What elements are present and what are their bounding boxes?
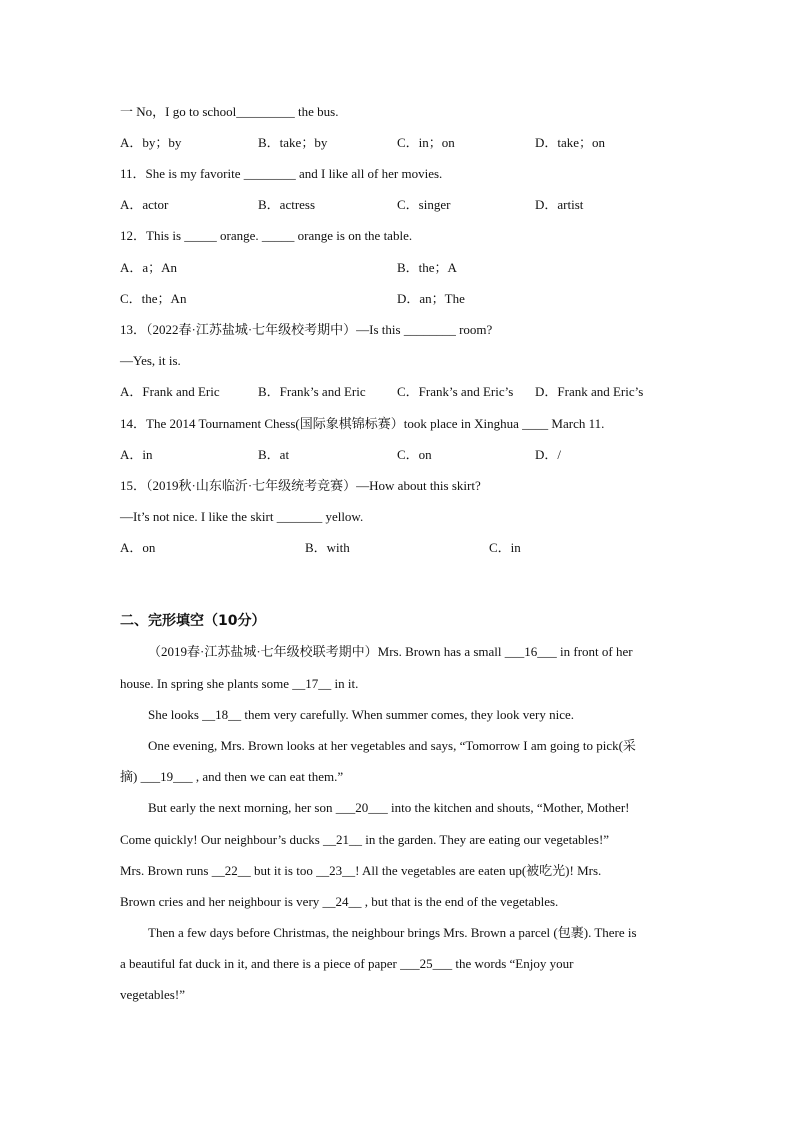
q15-option-c: C．in [489,540,521,555]
cloze-line-9: Brown cries and her neighbour is very __24__ , but that is the end of the vegetables. [120,894,559,909]
q15-option-a: A．on [120,540,156,555]
q12-option-b: B．the；A [397,260,457,275]
cloze-line-4: One evening, Mrs. Brown looks at her vegetables and says, “Tomorrow I am going to pick(采 [148,738,636,753]
q11-option-d: D．artist [535,197,584,212]
q10-option-d: D．take；on [535,135,606,150]
cloze-line-2: house. In spring she plants some __17__ in it. [120,676,359,691]
q14-option-c: C．on [397,447,432,462]
q11-option-c: C．singer [397,197,451,212]
q14-option-d: D．/ [535,447,562,462]
cloze-line-1: （2019春·江苏盐城·七年级校联考期中）Mrs. Brown has a small ___16___ in front of her [148,644,633,659]
q12-stem: 12．This is _____ orange. _____ orange is on the table. [120,228,413,243]
q15-stem: 15．（2019秋·山东临沂·七年级统考竞赛）—How about this skirt? [120,478,481,493]
section-heading-cloze: 二、完形填空（10分） [120,613,266,629]
q13-stem: 13．（2022春·江苏盐城·七年级校考期中）—Is this ________ room? [120,322,493,337]
q13-option-d: D．Frank and Eric’s [535,384,644,399]
cloze-line-11: a beautiful fat duck in it, and there is a piece of paper ___25___ the words “Enjoy your [120,956,574,971]
cloze-line-8: Mrs. Brown runs __22__ but it is too __23__! All the vegetables are eaten up(被吃光)! Mrs. [120,863,602,878]
q10-option-b: B．take；by [258,135,328,150]
q11-option-b: B．actress [258,197,316,212]
q13-option-a: A．Frank and Eric [120,384,220,399]
q10-option-c: C．in；on [397,135,455,150]
q15-reply: —It’s not nice. I like the skirt _______ yellow. [120,509,364,524]
q14-stem: 14．The 2014 Tournament Chess(国际象棋锦标赛）took place in Xinghua ____ March 11. [120,416,605,431]
q11-stem: 11．She is my favorite ________ and I like all of her movies. [120,166,443,181]
q11-option-a: A．actor [120,197,169,212]
q12-option-d: D．an；The [397,291,465,306]
cloze-line-10: Then a few days before Christmas, the neighbour brings Mrs. Brown a parcel (包裹). There is [148,925,637,940]
q10-answer-line: 一 No，I go to school_________ the bus. [120,104,339,119]
q14-option-a: A．in [120,447,153,462]
q13-option-b: B．Frank’s and Eric [258,384,366,399]
q12-option-a: A．a；An [120,260,178,275]
q13-option-c: C．Frank’s and Eric’s [397,384,514,399]
q12-option-c: C．the；An [120,291,187,306]
cloze-line-7: Come quickly! Our neighbour’s ducks __21__ in the garden. They are eating our vegetables!” [120,832,610,847]
cloze-line-5: 摘) ___19___ , and then we can eat them.” [120,769,344,784]
q15-option-b: B．with [305,540,350,555]
cloze-line-6: But early the next morning, her son ___20___ into the kitchen and shouts, “Mother, Mother! [148,800,630,815]
q13-reply: —Yes, it is. [120,353,181,368]
q14-option-b: B．at [258,447,290,462]
cloze-line-12: vegetables!” [120,987,185,1002]
cloze-line-3: She looks __18__ them very carefully. When summer comes, they look very nice. [148,707,575,722]
q10-option-a: A．by；by [120,135,182,150]
